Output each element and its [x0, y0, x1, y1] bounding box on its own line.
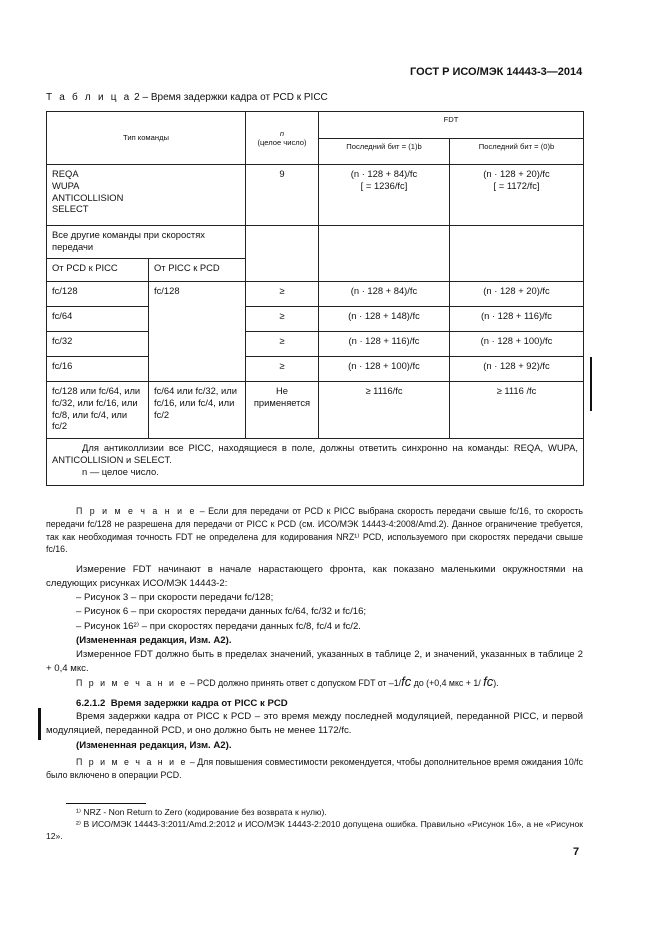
note-2-text-b: до (+0,4 мкс + 1/	[411, 678, 484, 688]
empty-cell	[450, 226, 584, 282]
col-pcd-to-picc: От PCD к PICC	[47, 259, 149, 282]
commands-row	[47, 165, 584, 226]
row-pcd: fc/32	[47, 332, 149, 357]
note-2-label: П р и м е ч а н и е	[76, 678, 188, 688]
last-n: Не применяется	[246, 382, 319, 439]
last-fdt0: ≥ 1116 /fc	[450, 382, 584, 439]
row-fdt1: (n · 128 + 116)/fc	[319, 332, 450, 357]
section-text: Время задержки кадра от PICC к PCD – это время между последней модуляцией, переданной PICC, и первой модуляцией, переданной PCD, и оно должно быть не менее 1172/fc.	[46, 711, 583, 737]
last-fdt1: ≥ 1116/fc	[319, 382, 450, 439]
note-2-fc: fc	[401, 674, 412, 689]
footnote-separator	[66, 803, 146, 804]
table-row	[47, 307, 584, 332]
other-commands-row	[47, 226, 584, 259]
row-n: ≥	[246, 282, 319, 307]
row-fdt0: (n · 128 + 20)/fc	[450, 282, 584, 307]
list-item: – Рисунок 6 – при скоростях передачи данных fc/64, fc/32 и fc/16;	[76, 606, 367, 618]
change-bar	[590, 357, 592, 411]
table-row	[47, 332, 584, 357]
command-item: REQA	[52, 168, 79, 179]
table-row	[47, 357, 584, 382]
other-commands-cell: Все другие команды при скоростях передачи	[47, 226, 246, 259]
table-header-row	[47, 112, 584, 139]
col-last-bit-0: Последний бит = (0)b	[450, 138, 584, 165]
row-fdt0: (n · 128 + 116)/fc	[450, 307, 584, 332]
command-item: SELECT	[52, 203, 89, 215]
commands-fdt0	[450, 165, 584, 226]
note-2-fc: fc	[483, 674, 494, 689]
commands-cell	[47, 165, 246, 226]
table-caption	[46, 92, 328, 103]
section-number: 6.2.1.2	[76, 698, 106, 709]
section-amendment: (Измененная редакция, Изм. A2).	[76, 740, 232, 751]
table-footer-line2: n — целое число.	[82, 465, 159, 477]
command-item: ANTICOLLISION	[52, 191, 124, 203]
command-item: WUPA	[52, 179, 80, 191]
note-2	[46, 673, 583, 692]
row-fdt0: (n · 128 + 92)/fc	[450, 357, 584, 382]
row-n: ≥	[246, 357, 319, 382]
commands-fdt0-formula: (n · 128 + 20)/fc	[483, 168, 550, 179]
section-title: Время задержки кадра от PICC к PCD	[110, 698, 288, 709]
row-fdt1: (n · 128 + 148)/fc	[319, 307, 450, 332]
row-picc: fc/128	[149, 282, 246, 382]
row-pcd: fc/128	[47, 282, 149, 307]
note-1-text: – Если для передачи от PCD к PICC выбрана скорость передачи свыше fc/16, то скорость передачи fc/128 не разрешена для передачи от PICC к PCD (см. ИСО/МЭК 14443-4:2008/Amd.2). Данное ограничение требуется, так как необходимая точность FDT не определена для кодирования NRZ¹⁾ PCD, используемого при скоростях передачи свыше fc/16.	[46, 506, 583, 555]
row-fdt1: (n · 128 + 100)/fc	[319, 357, 450, 382]
row-fdt1: (n · 128 + 84)/fc	[319, 282, 450, 307]
table-row	[47, 282, 584, 307]
row-pcd: fc/64	[47, 307, 149, 332]
note-3-text: – Для повышения совместимости рекомендуется, чтобы дополнительное время ожидания 10/fc было включено в операции PCD.	[46, 757, 583, 780]
para-limits: Измеренное FDT должно быть в пределах значений, указанных в таблице 2, и значений, указанных в таблице 2 + 0,4 мкс.	[46, 649, 583, 675]
note-2-text-a: – PCD должно принять ответ с допуском FDT от –1/	[187, 678, 402, 688]
note-2-text-c: ).	[493, 678, 499, 688]
table-footer-line1: Для антиколлизии все PICC, находящиеся в поле, должны ответить синхронно на команды: REQA, WUPA, ANTICOLLISION и SELECT.	[52, 442, 579, 465]
last-picc: fc/64 или fc/32, или fc/16, или fc/4, или fc/2	[149, 382, 246, 439]
list	[76, 591, 583, 649]
table-caption-text: 2 – Время задержки кадра от PCD к PICC	[131, 92, 328, 103]
footnote-2: ²⁾ В ИСО/МЭК 14443-3:2011/Amd.2:2012 и ИСО/МЭК 14443-2:2010 допущена ошибка. Правильно «Рисунок 16», а не «Рисунок 12».	[46, 819, 583, 842]
col-command-type: Тип команды	[47, 112, 246, 165]
commands-fdt1	[319, 165, 450, 226]
note-3-label: П р и м е ч а н и е	[76, 757, 188, 767]
col-n	[246, 112, 319, 165]
empty-cell	[319, 226, 450, 282]
col-fdt: FDT	[319, 112, 584, 139]
col-n-symbol: n	[279, 128, 285, 138]
commands-fdt1-value: [ = 1236/fc]	[360, 179, 408, 191]
commands-n: 9	[246, 165, 319, 226]
table-footer	[47, 439, 584, 486]
commands-fdt1-formula: (n · 128 + 84)/fc	[350, 168, 418, 179]
change-bar	[38, 708, 41, 740]
para-fdt: Измерение FDT начинают в начале нарастающего фронта, как показано маленькими окружностями на следующих рисунках ИСО/МЭК 14443-2:	[46, 564, 583, 590]
amendment-note: (Измененная редакция, Изм. A2).	[76, 635, 232, 647]
page-number: 7	[573, 846, 580, 858]
list-item: – Рисунок 16²⁾ – при скоростях передачи данных fc/8, fc/4 и fc/2.	[76, 620, 361, 632]
frame-delay-table	[46, 111, 584, 486]
row-fdt0: (n · 128 + 100)/fc	[450, 332, 584, 357]
last-pcd: fc/128 или fc/64, или fc/32, или fc/16, или fc/8, или fc/4, или fc/2	[47, 382, 149, 439]
footnote-1: ¹⁾ NRZ - Non Return to Zero (кодирование без возврата к нулю).	[76, 807, 327, 817]
commands-fdt0-value: [ = 1172/fc]	[493, 179, 540, 191]
col-last-bit-1: Последний бит = (1)b	[319, 138, 450, 165]
col-n-desc: (целое число)	[257, 138, 307, 147]
row-pcd: fc/16	[47, 357, 149, 382]
last-row	[47, 382, 584, 439]
note-1-label: П р и м е ч а н и е	[76, 506, 197, 516]
note-1	[46, 505, 583, 556]
row-n: ≥	[246, 307, 319, 332]
list-item: – Рисунок 3 – при скорости передачи fc/128;	[76, 592, 274, 603]
note-3	[46, 756, 583, 782]
table-footer-row	[47, 439, 584, 486]
standard-header: ГОСТ Р ИСО/МЭК 14443-3—2014	[410, 66, 583, 78]
col-picc-to-pcd: От PICC к PCD	[149, 259, 246, 282]
row-n: ≥	[246, 332, 319, 357]
table-caption-label: Т а б л и ц а	[46, 92, 132, 103]
empty-cell	[246, 226, 319, 282]
